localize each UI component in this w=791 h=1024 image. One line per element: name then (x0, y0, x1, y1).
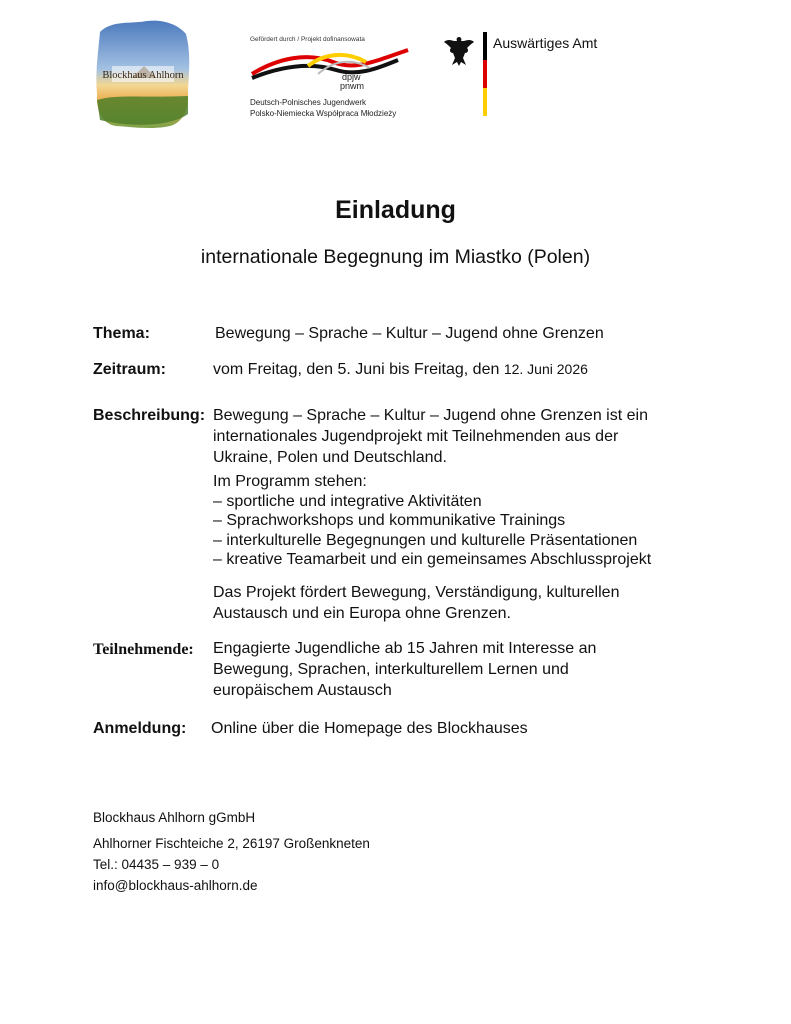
page-subtitle: internationale Begegnung im Miastko (Polen) (200, 246, 591, 268)
closing-line: Das Projekt fördert Bewegung, Verständigung, kulturellen (213, 584, 620, 601)
program-item: – Sprachworkshops und kommunikative Trainings (213, 512, 566, 529)
thema-value: Bewegung – Sprache – Kultur – Jugend ohne Grenzen (215, 325, 604, 342)
federal-eagle-icon (443, 34, 475, 68)
zeitraum-value-date: 12. Juni 2026 (503, 361, 588, 377)
blockhaus-logo-text: Blockhaus Ahlhorn (102, 70, 184, 81)
anmeldung-label: Anmeldung: (93, 720, 187, 737)
program-item: – interkulturelle Begegnungen und kulturelle Präsentationen (213, 531, 638, 549)
thema-label: Thema: (93, 325, 150, 342)
flag-stripe-gold (483, 88, 487, 116)
blockhaus-logo (92, 18, 192, 130)
program-heading: Im Programm stehen: (213, 473, 367, 490)
teilnehmende-line: europäischem Austausch (213, 682, 392, 699)
flag-stripe-red (483, 60, 487, 88)
teilnehmende-label: Teilnehmende: (93, 641, 194, 658)
dpjw-abbr-1: dpjw (342, 72, 361, 82)
zeitraum-label: Zeitraum: (93, 361, 166, 378)
anmeldung-value: Online über die Homepage des Blockhauses (211, 720, 528, 737)
dpjw-logo (248, 36, 418, 122)
dpjw-swoosh-graphic (248, 44, 413, 84)
program-item: – kreative Teamarbeit und ein gemeinsames Abschlussprojekt (213, 551, 652, 568)
aa-name: Auswärtiges Amt (493, 35, 598, 51)
program-item: – sportliche und integrative Aktivitäten (213, 492, 482, 510)
footer-org: Blockhaus Ahlhorn gGmbH (93, 810, 256, 825)
teilnehmende-line: Engagierte Jugendliche ab 15 Jahren mit Interesse an (213, 640, 597, 657)
beschreibung-program (213, 472, 651, 570)
closing-line: Austausch und ein Europa ohne Grenzen. (213, 605, 511, 622)
beschreibung-label: Beschreibung: (93, 407, 206, 424)
beschreibung-intro (213, 405, 648, 468)
dpjw-name-de: Deutsch-Polnisches Jugendwerk (250, 98, 367, 107)
zeitraum-value-main: vom Freitag, den 5. Juni bis Freitag, den (213, 361, 500, 378)
teilnehmende-line: Bewegung, Sprachen, interkulturellem Lernen und (213, 661, 569, 678)
dpjw-abbr-2: pnwm (340, 81, 365, 91)
beschreibung-intro-line: internationales Jugendprojekt mit Teilnehmenden aus der (213, 428, 619, 445)
beschreibung-intro-line: Ukraine, Polen und Deutschland. (213, 449, 447, 466)
footer-email[interactable]: info@blockhaus-ahlhorn.de (93, 878, 258, 893)
dpjw-name-pl: Polsko-Niemiecka Współpraca Młodzieży (250, 109, 397, 118)
teilnehmende-value (213, 638, 596, 701)
flag-stripe-black (483, 32, 487, 60)
blockhaus-logo-graphic (92, 18, 192, 130)
auswaertiges-amt-logo (443, 32, 643, 122)
beschreibung-closing (213, 582, 619, 624)
dpjw-funding-note: Gefördert durch / Projekt dofinansowata (250, 36, 365, 43)
zeitraum-value (213, 359, 588, 380)
footer-phone: Tel.: 04435 – 939 – 0 (93, 857, 220, 872)
beschreibung-intro-line: Bewegung – Sprache – Kultur – Jugend ohne Grenzen ist ein (213, 407, 648, 424)
page-title: Einladung (335, 196, 456, 224)
footer-address: Ahlhorner Fischteiche 2, 26197 Großenkneten (93, 836, 370, 851)
